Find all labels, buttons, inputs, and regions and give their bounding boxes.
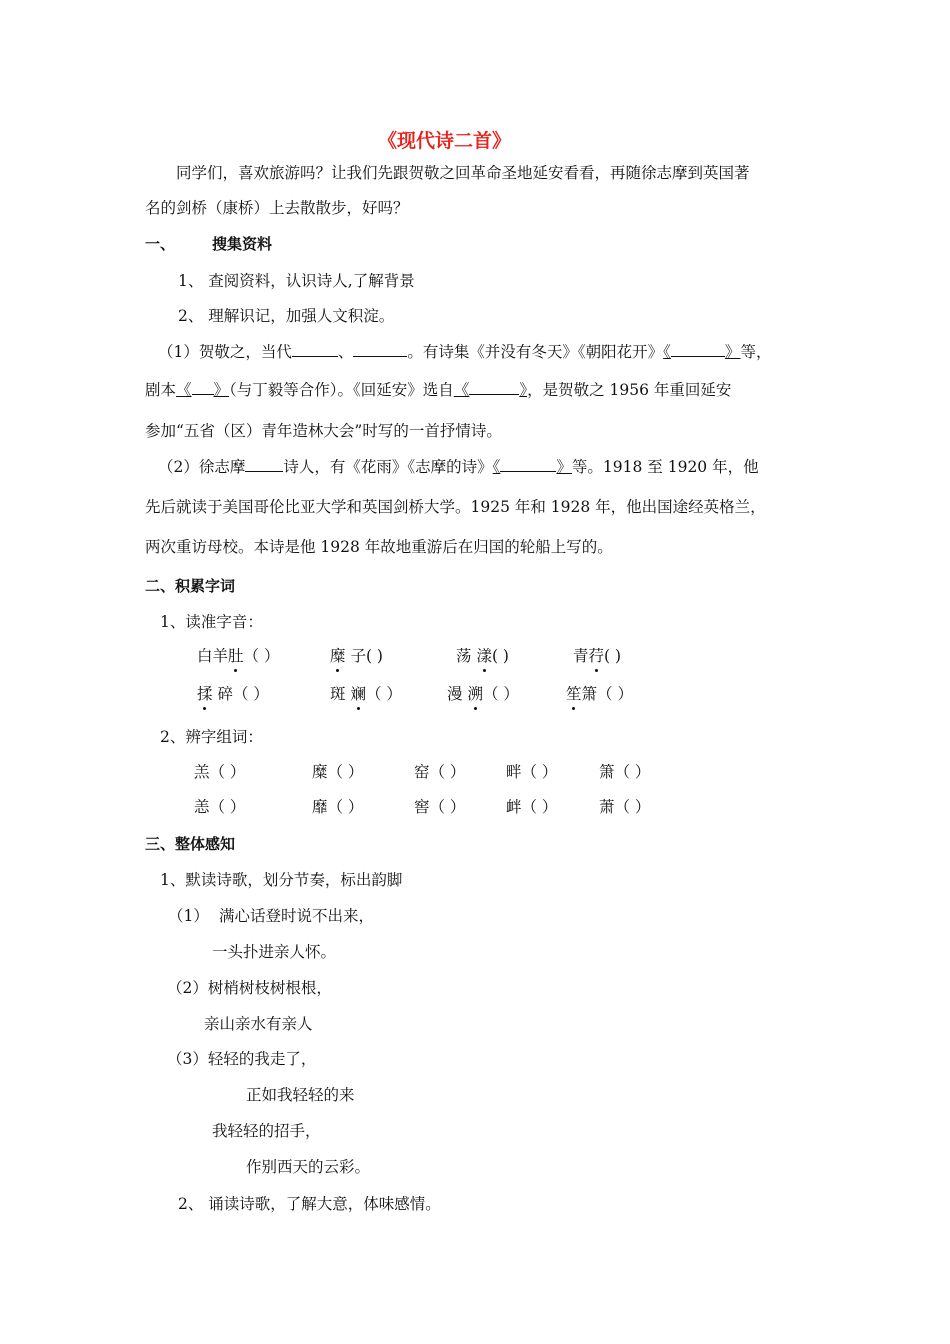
pronunciation-item: 漫 溯（ ） xyxy=(447,682,519,704)
section1-p2-line2: 先后就读于美国哥伦比亚大学和英国剑桥大学。1925 年和 1928 年，他出国途经英格兰， xyxy=(145,498,766,516)
section1-p2-line3: 两次重访母校。本诗是他 1928 年故地重游后在归国的轮船上写的。 xyxy=(145,538,613,556)
p1-sep: 、 xyxy=(337,343,354,361)
word-group-item: 恙（ ） xyxy=(194,798,246,816)
word-group-item: 箫（ ） xyxy=(599,763,651,781)
poem1-number: （1） xyxy=(168,907,209,925)
section1-number: 一、 xyxy=(145,235,176,253)
section3-item-1: 1、默读诗歌，划分节奏，标出韵脚 xyxy=(160,871,403,889)
page-title: 《现代诗二首》 xyxy=(378,130,512,152)
section1-heading: 搜集资料 xyxy=(212,235,273,253)
pronunciation-item: 揉 碎（ ） xyxy=(197,682,269,704)
poet-school-blank[interactable] xyxy=(245,457,283,472)
author-role-blank-2[interactable] xyxy=(353,342,407,357)
intro-line-2: 名的剑桥（康桥）上去散散步，好吗？ xyxy=(145,199,409,217)
p1-book3-open: 《 xyxy=(453,381,470,399)
section3-heading: 三、整体感知 xyxy=(145,835,236,853)
intro-line-1: 同学们，喜欢旅游吗？让我们先跟贺敬之回革命圣地延安看看，再随徐志摩到英国著 xyxy=(176,164,750,182)
pronunciation-item: 荡 漾( ) xyxy=(456,644,509,666)
word-group-item: 窖（ ） xyxy=(414,798,466,816)
p1-book2-open: 《 xyxy=(176,381,192,399)
pronunciation-item: 笙箫（ ） xyxy=(566,682,633,704)
poem3-line-2: 正如我轻轻的来 xyxy=(246,1086,355,1104)
p1-text-b: 。有诗集《并没有冬天》《朝阳花开》 xyxy=(407,343,664,361)
section1-item-1: 1、 查阅资料，认识诗人,了解背景 xyxy=(178,272,415,290)
poem3-line-3: 我轻轻的招手， xyxy=(212,1122,321,1140)
p1-book1-close: 》 xyxy=(724,343,741,361)
section1-p1-line1 xyxy=(158,340,771,362)
poem2-line-2: 亲山亲水有亲人 xyxy=(204,1015,313,1033)
section1-p2-line1 xyxy=(158,455,759,477)
poetry-collection-blank[interactable] xyxy=(671,342,725,357)
poem2-line-1: （2）树梢树枝树根根， xyxy=(167,979,332,997)
word-group-item: 窑（ ） xyxy=(414,763,466,781)
pronunciation-item: 糜 子( ) xyxy=(330,644,383,666)
poem1-line-2: 一头扑进亲人怀。 xyxy=(212,943,337,961)
pronunciation-item: 斑 斓（ ） xyxy=(330,682,402,704)
poem1-line-1: 满心话登时说不出来， xyxy=(219,907,375,925)
p2-text-a: （2）徐志摩 xyxy=(158,458,246,476)
section3-item-2: 2、 诵读诗歌，了解大意，体味感情。 xyxy=(178,1195,441,1213)
script-title-blank[interactable] xyxy=(192,380,214,395)
pronunciation-item: 白羊肚（ ） xyxy=(197,644,279,666)
xu-collection-blank[interactable] xyxy=(500,457,556,472)
p2-book-close: 》 xyxy=(556,458,572,476)
poem3-line-4: 作别西天的云彩。 xyxy=(246,1158,371,1176)
word-group-item: 靡（ ） xyxy=(312,798,364,816)
p1-text-a: （1）贺敬之，当代 xyxy=(158,343,292,361)
author-role-blank-1[interactable] xyxy=(292,342,338,357)
p2-book-open: 《 xyxy=(492,458,501,476)
p1-book3-close: 》 xyxy=(519,381,528,399)
section1-item-2: 2、 理解识记，加强人文积淀。 xyxy=(178,307,395,325)
section2-item-1: 1、读准字音： xyxy=(160,613,263,631)
source-collection-blank[interactable] xyxy=(469,380,519,395)
p2-text-c: 等。1918 至 1920 年，他 xyxy=(571,458,759,476)
section1-p1-line2 xyxy=(145,378,731,400)
p2-text-b: 诗人，有《花雨》《志摩的诗》 xyxy=(283,458,493,476)
section2-heading: 二、积累字词 xyxy=(145,577,236,595)
pronunciation-item: 青荇( ) xyxy=(573,644,621,666)
word-group-item: 萧（ ） xyxy=(599,798,651,816)
word-group-item: 畔（ ） xyxy=(506,763,558,781)
word-group-item: 羔（ ） xyxy=(194,763,246,781)
poem3-line-1: （3）轻轻的我走了， xyxy=(167,1050,317,1068)
p1-book1-open: 《 xyxy=(663,343,671,361)
p1-text-c: 等， xyxy=(740,343,772,361)
p1-book2-close: 》 xyxy=(213,381,230,399)
p1-line2-c: ，是贺敬之 1956 年重回延安 xyxy=(527,381,732,399)
section1-p1-line3: 参加“五省（区）青年造林大会”时写的一首抒情诗。 xyxy=(145,422,502,440)
p1-line2-b: （与丁毅等合作）。《回延安》选自 xyxy=(229,381,454,399)
word-group-item: 衅（ ） xyxy=(506,798,558,816)
word-group-item: 糜（ ） xyxy=(312,763,364,781)
p1-line2-a: 剧本 xyxy=(145,381,177,399)
section2-item-2: 2、辨字组词： xyxy=(160,728,263,746)
